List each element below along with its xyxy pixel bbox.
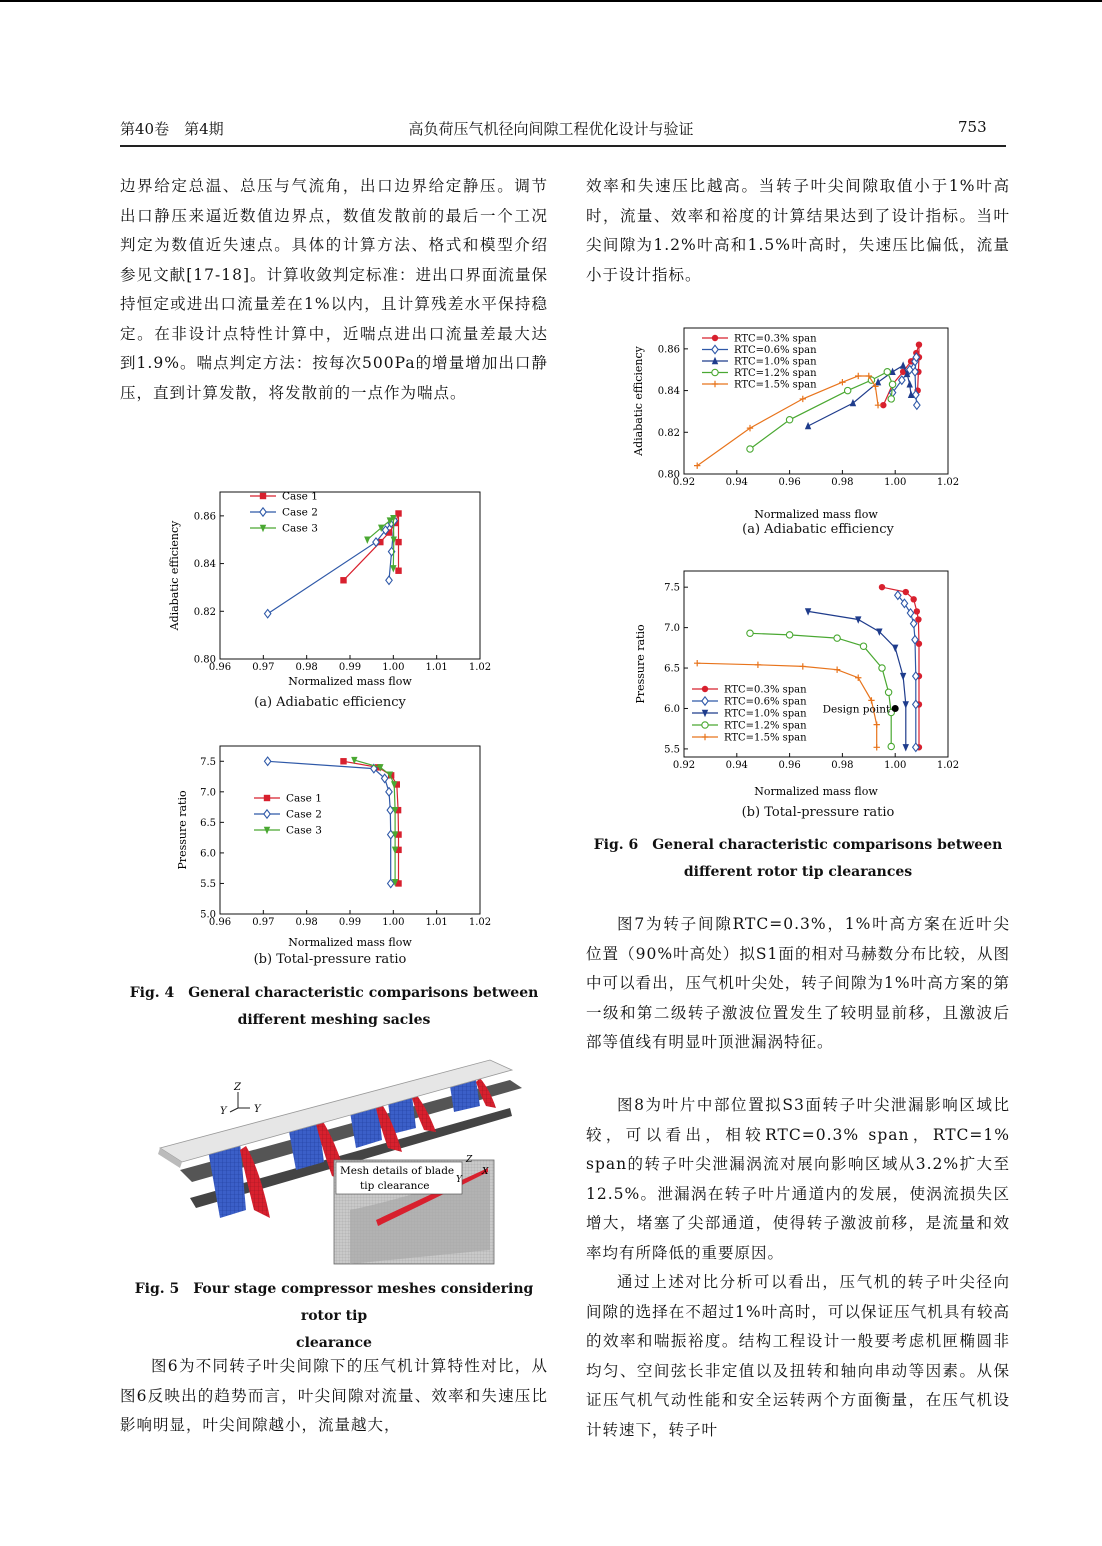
right-paragraph-2: 图7为转子间隙RTC=0.3%，1%叶高方案在近叶尖位置（90%叶高处）拟S1面的相对马赫数分布比较，从图中可以看出，压气机叶尖处，转子间隙为1%叶高方案的第一级和第二级转子激波位置发生了较明显前移，且激波后部等值线有明显叶顶泄漏涡特征。 [586, 915, 1010, 1051]
data-point [900, 673, 906, 680]
plot-frame [220, 492, 480, 659]
data-point [903, 589, 909, 595]
data-point [875, 402, 881, 408]
y-axis-label: Pressure ratio [634, 624, 647, 704]
series-line [268, 761, 391, 883]
x-tick-label: 0.99 [338, 662, 362, 673]
legend-label: RTC=1.5% span [724, 732, 807, 744]
data-point [914, 401, 920, 409]
x-tick-label: 1.01 [425, 662, 448, 673]
y-tick-label: 5.0 [200, 909, 216, 921]
y-tick-label: 0.84 [657, 386, 680, 398]
y-tick-label: 5.5 [664, 744, 680, 756]
x-tick-label: 0.97 [252, 662, 275, 673]
x-tick-label: 0.98 [295, 662, 318, 673]
data-point [834, 666, 840, 672]
fig6-caption [586, 832, 1010, 886]
data-point [916, 341, 922, 347]
x-tick-label: 1.00 [884, 760, 907, 771]
data-point [900, 361, 906, 368]
fig6b-subcaption: (b) Total-pressure ratio [741, 805, 895, 820]
fig6-caption-line2: different rotor tip clearances [683, 864, 913, 880]
inset-y-label: Y [456, 1175, 462, 1185]
legend-marker [712, 381, 718, 387]
data-point [907, 380, 913, 387]
x-tick-label: 0.98 [831, 760, 854, 771]
data-point [381, 774, 387, 782]
y-tick-label: 7.0 [664, 623, 680, 635]
fig4a-efficiency-chart [160, 482, 500, 687]
legend-label: RTC=1.5% span [734, 379, 817, 391]
data-point [395, 539, 401, 545]
y-axis-label: Adiabatic efficiency [632, 346, 645, 456]
legend-marker [702, 686, 708, 692]
data-point [879, 665, 885, 671]
right-paragraph-1: 效率和失速压比越高。当转子叶尖间隙取值小于1%叶高时，流量、效率和裕度的计算结果达到了设计指标。当叶尖间隙为1.2%叶高和1.5%叶高时，失速压比偏低，流量小于设计指标。 [586, 177, 1010, 284]
x-tick-label: 0.94 [725, 760, 748, 771]
legend-label: RTC=1.2% span [724, 720, 807, 732]
x-tick-label: 0.97 [252, 917, 275, 928]
legend-marker [712, 369, 718, 375]
data-point [395, 568, 401, 574]
data-point [839, 379, 845, 385]
x-tick-label: 1.00 [382, 662, 405, 673]
fig5-caption [120, 1276, 548, 1357]
x-tick-label: 0.98 [831, 477, 854, 488]
data-point [850, 399, 856, 406]
data-point [855, 675, 861, 681]
y-axis-label: Adiabatic efficiency [168, 520, 181, 631]
data-point [364, 537, 370, 544]
x-axis-label: Normalized mass flow [754, 785, 878, 797]
y-tick-label: 0.82 [657, 427, 680, 439]
fig4b-subcaption: (b) Total-pressure ratio [253, 952, 407, 967]
triad-y-label: Y [220, 1106, 227, 1117]
legend-marker [260, 508, 266, 516]
data-point [747, 446, 753, 452]
design-point-marker [892, 705, 899, 712]
x-tick-label: 1.00 [884, 477, 907, 488]
legend-label: RTC=0.6% span [734, 345, 817, 356]
legend-label: Case 3 [286, 824, 322, 837]
legend-label: Case 2 [286, 808, 322, 821]
legend [250, 491, 318, 535]
fig4-caption-line2: different meshing sacles [237, 1012, 431, 1028]
data-point [874, 721, 880, 727]
casing-surface [160, 1060, 512, 1162]
fig4a-subcaption: (a) Adiabatic efficiency [254, 695, 406, 710]
x-tick-label: 1.02 [468, 662, 492, 673]
right-paragraph-4: 通过上述对比分析可以看出，压气机的转子叶尖径向间隙的选择在不超过1%叶高时，可以保证压气机具有较高的效率和喘振裕度。结构工程设计一般要考虑机匣椭圆非均匀、空间弦长非定值以及扭转和轴向串动等因素。从保证压气机气动性能和安全运转两个方面衡量，在压气机设计转速下，转子叶 [586, 1273, 1010, 1439]
running-title: 高负荷压气机径向间隙工程优化设计与验证 [408, 120, 694, 138]
left-paragraph-2: 图6为不同转子叶尖间隙下的压气机计算特性对比，从图6反映出的趋势而言，叶尖间隙对流量、效率和失速压比影响明显，叶尖间隙越小，流量越大， [120, 1357, 548, 1434]
x-tick-label: 0.96 [208, 917, 232, 928]
triad-x-label: Y [254, 1104, 261, 1115]
x-tick-label: 1.02 [936, 760, 960, 771]
data-point [855, 373, 861, 379]
series-line [898, 595, 916, 747]
left-paragraph-1: 边界给定总温、总压与气流角，出口边界给定静压。调节出口静压来逼近数值边界点，数值发散前的最后一个工况判定为数值近失速点。具体的计算方法、格式和模型介绍参见文献[17-18]。计算收敛判定标准：进出口界面流量保持恒定或进出口流量差在1%以内，且计算残差水平保持稳定。在非设计点特性计算中，近喘点进出口流量差最大达到1.9%。喘点判定方法：按每次500Pa的增量增加出口静压，直到计算发散，将发散前的一点作为喘点。 [120, 177, 548, 402]
data-point [786, 632, 792, 638]
data-point [386, 788, 392, 796]
y-tick-label: 5.5 [200, 878, 216, 890]
y-tick-label: 6.5 [664, 663, 680, 675]
legend-label: RTC=1.0% span [724, 708, 807, 720]
y-tick-label: 0.86 [657, 344, 680, 356]
data-point [855, 616, 861, 623]
data-point [884, 369, 890, 375]
legend-marker [260, 493, 266, 499]
y-tick-label: 0.80 [657, 469, 680, 481]
triad-z-label: Z [234, 1082, 241, 1093]
legend-marker [712, 335, 718, 341]
fig5-mesh-figure [150, 1050, 530, 1268]
legend-marker [712, 345, 718, 353]
y-tick-label: 6.5 [200, 817, 216, 829]
y-axis-label: Pressure ratio [176, 790, 189, 870]
data-point [800, 663, 806, 669]
x-tick-label: 0.96 [778, 760, 801, 771]
legend [254, 793, 322, 837]
y-tick-label: 7.5 [664, 582, 680, 594]
series-line [268, 521, 395, 614]
data-point [340, 577, 346, 583]
inset-x-label: X [482, 1167, 489, 1177]
y-tick-label: 0.80 [193, 654, 216, 666]
data-point [834, 635, 840, 641]
data-point [860, 643, 866, 649]
y-tick-label: 0.82 [193, 606, 216, 618]
legend-marker [702, 697, 708, 705]
fig5-caption-line1: Fig. 5 Four stage compressor meshes considering rotor tip [134, 1281, 534, 1324]
legend-marker [702, 722, 708, 728]
data-point [264, 757, 270, 765]
data-point [910, 596, 916, 602]
x-tick-label: 0.98 [295, 917, 318, 928]
data-point [395, 510, 401, 516]
fig5-caption-line2: clearance [296, 1335, 372, 1351]
legend [702, 334, 817, 391]
data-point [264, 609, 270, 617]
top-border [0, 0, 1102, 2]
y-tick-label: 0.84 [193, 559, 216, 571]
data-point [786, 417, 792, 423]
fig6b-pressure-chart [628, 565, 968, 797]
inset-label-line2: tip clearance [360, 1180, 430, 1192]
data-point [879, 584, 885, 590]
x-tick-label: 0.96 [778, 477, 801, 488]
y-tick-label: 6.0 [200, 848, 216, 860]
legend-label: Case 2 [282, 506, 318, 519]
legend-label: RTC=1.2% span [734, 368, 817, 379]
data-point [889, 381, 895, 387]
legend-label: Case 3 [282, 522, 318, 535]
data-point [888, 396, 894, 402]
fig4-caption-line1: Fig. 4 General characteristic comparisons between [129, 985, 539, 1001]
legend-label: RTC=1.0% span [734, 356, 817, 368]
fig6a-efficiency-chart [628, 322, 968, 520]
data-point [903, 744, 909, 751]
data-point [800, 396, 806, 402]
y-tick-label: 7.5 [200, 756, 216, 768]
series-3 [805, 608, 909, 751]
data-point [892, 645, 898, 652]
legend-label: RTC=0.3% span [724, 684, 807, 696]
data-point [844, 387, 850, 393]
design-point-label: Design point [822, 703, 891, 716]
y-tick-label: 0.86 [193, 511, 216, 523]
right-paragraph-3: 图8为叶片中部位置拟S3面转子叶尖泄漏影响区域比较，可以看出，相较RTC=0.3% span，RTC=1% span的转子叶尖泄漏涡流对展向影响区域从3.2%扩大至12.5%。泄漏涡在转子叶片通道内的发展，使涡流损失区增大，堵塞了尖部通道，使得转子激波前移，是流量和效率均有所降低的重要原因。 [586, 1096, 1010, 1262]
y-tick-label: 6.0 [664, 703, 680, 715]
fig4-caption [120, 980, 548, 1034]
legend-label: Case 1 [286, 792, 322, 805]
x-tick-label: 0.92 [672, 477, 696, 488]
x-tick-label: 1.00 [382, 917, 405, 928]
data-point [888, 743, 894, 749]
inset-z-label: Z [466, 1155, 473, 1165]
x-axis-label: Normalized mass flow [754, 508, 878, 520]
legend-label: RTC=0.3% span [734, 333, 817, 345]
data-point [755, 662, 761, 668]
data-point [874, 744, 880, 750]
legend-label: Case 1 [282, 490, 318, 503]
series-2 [895, 591, 919, 751]
x-tick-label: 1.01 [425, 917, 448, 928]
x-tick-label: 0.96 [208, 662, 232, 673]
x-tick-label: 0.92 [672, 760, 696, 771]
legend-label: RTC=0.6% span [724, 696, 807, 708]
page-number: 753 [958, 118, 987, 136]
x-axis-label: Normalized mass flow [288, 675, 412, 687]
data-point [885, 689, 891, 695]
x-tick-label: 1.02 [468, 917, 492, 928]
data-point [747, 630, 753, 636]
fig6a-subcaption: (a) Adiabatic efficiency [742, 522, 894, 537]
journal-volume: 第40卷 第4期 [120, 120, 224, 138]
y-tick-label: 7.0 [200, 787, 216, 799]
fig4b-pressure-chart [160, 738, 500, 948]
fig6-caption-line1: Fig. 6 General characteristic comparisons between [593, 837, 1003, 853]
data-point [903, 701, 909, 708]
data-point [386, 576, 392, 584]
series-1 [340, 758, 401, 887]
data-point [914, 608, 920, 614]
data-point [694, 660, 700, 666]
x-tick-label: 1.02 [936, 477, 960, 488]
legend-marker [702, 734, 708, 740]
header-rule [120, 145, 1006, 147]
x-tick-label: 0.94 [725, 477, 748, 488]
series-2 [264, 757, 393, 888]
data-point [340, 758, 346, 764]
legend-marker [264, 810, 270, 818]
inset-label-line1: Mesh details of blade [340, 1165, 455, 1177]
series-3 [805, 361, 914, 429]
x-tick-label: 0.99 [338, 917, 362, 928]
legend [692, 685, 807, 744]
x-axis-label: Normalized mass flow [288, 936, 412, 948]
legend-marker [264, 795, 270, 801]
